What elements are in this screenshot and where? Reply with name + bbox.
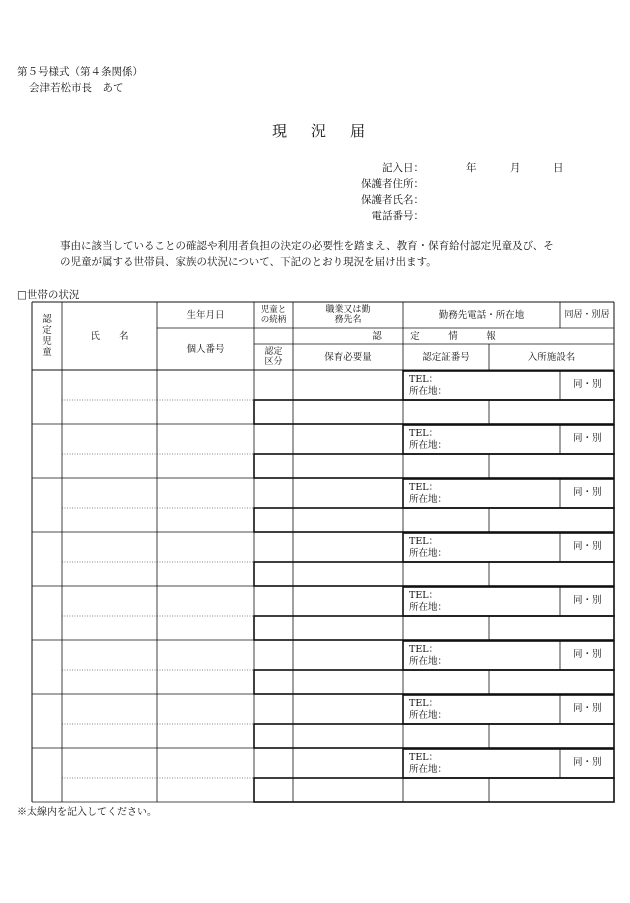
table-thick-box [254,508,614,532]
phone-label: 電話番号： [371,210,424,222]
title-char-1: 現 [272,122,288,140]
header-nintei-jido: 認 定 児 童 [42,314,52,358]
footnote: ※太線内を記入してください。 [17,807,157,818]
row-tel-label: TEL： [409,374,439,385]
header-nintei-info: 認 定 情 報 [372,330,496,342]
row-address-label: 所在地： [409,764,448,775]
addressee: 会津若松市長 あて [29,82,124,94]
header-kojin-bango: 個人番号 [186,343,225,355]
header-nintei-kubun: 認定 区分 [264,347,283,367]
header-relation: 児童と の続柄 [260,305,287,325]
row-dobetsu-choice[interactable]: 同・別 [573,487,602,498]
guardian-name-label: 保護者氏名： [361,194,424,206]
row-dobetsu-choice[interactable]: 同・別 [573,703,602,714]
row-dobetsu-choice[interactable]: 同・別 [573,541,602,552]
form-number: 第５号様式（第４条関係） [17,66,143,78]
header-birthdate: 生年月日 [186,309,225,321]
row-tel-label: TEL： [409,482,439,493]
row-tel-label: TEL： [409,536,439,547]
row-dobetsu-choice[interactable]: 同・別 [573,649,602,660]
row-dobetsu-choice[interactable]: 同・別 [573,379,602,390]
address-label: 保護者住所： [361,178,424,190]
date-label: 記入日： [382,162,424,174]
row-dobetsu-choice[interactable]: 同・別 [573,595,602,606]
row-tel-label: TEL： [409,590,439,601]
title-char-2: 況 [311,122,327,140]
header-cohabit: 同居・別居 [564,309,610,320]
year-label: 年 [466,162,477,174]
row-address-label: 所在地： [409,548,448,559]
header-work-phone: 勤務先電話・所在地 [438,309,525,321]
row-tel-label: TEL： [409,698,439,709]
header-shimei: 氏 名 [90,330,129,342]
section-title: □世帯の状況 [17,289,80,301]
header-hoiku: 保育必要量 [324,351,372,363]
table-thick-box [254,562,614,586]
row-dobetsu-choice[interactable]: 同・別 [573,757,602,768]
row-address-label: 所在地： [409,494,448,505]
header-shosho: 認定証番号 [422,351,470,363]
table-thick-box [254,724,614,748]
row-tel-label: TEL： [409,752,439,763]
row-dobetsu-choice[interactable]: 同・別 [573,433,602,444]
statement-line-1: 事由に該当していることの確認や利用者負担の決定の必要性を踏まえ、教育・保育給付認定児童及び、そ [60,240,554,252]
statement-line-2: の児童が属する世帯員、家族の状況について、下記のとおり現況を届け出ます。 [60,256,437,268]
title-char-3: 届 [350,122,366,140]
row-address-label: 所在地： [409,710,448,721]
row-address-label: 所在地： [409,440,448,451]
row-address-label: 所在地： [409,656,448,667]
day-label: 日 [553,162,564,174]
table-thick-box [254,454,614,478]
header-shisetsu: 入所施設名 [527,351,576,363]
row-tel-label: TEL： [409,644,439,655]
row-address-label: 所在地： [409,386,448,397]
table-thick-box [254,778,614,802]
row-tel-label: TEL： [409,428,439,439]
table-thick-box [254,616,614,640]
table-thick-box [254,670,614,694]
month-label: 月 [510,162,521,174]
row-address-label: 所在地： [409,602,448,613]
header-job: 職業又は勤 務先名 [325,305,371,325]
table-thick-box [254,400,614,424]
